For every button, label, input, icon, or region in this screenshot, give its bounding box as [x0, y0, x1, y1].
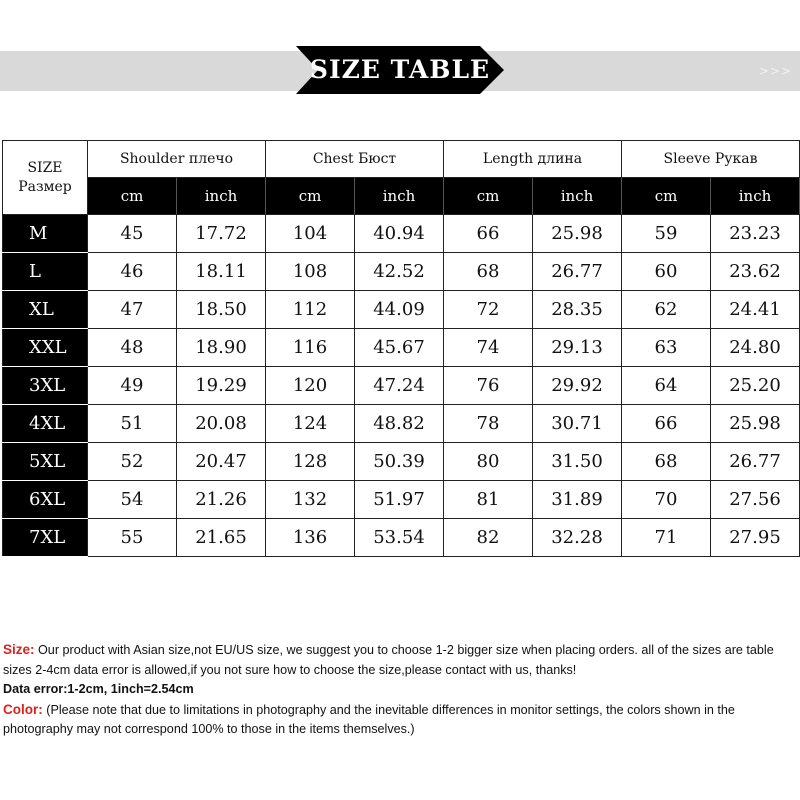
size-label-cell: 4XL: [3, 405, 88, 443]
measurement-cell: 18.11: [177, 253, 266, 291]
arrows-decoration: >>>: [758, 64, 792, 78]
measurement-cell: 48: [88, 329, 177, 367]
measurement-cell: 25.98: [533, 215, 622, 253]
measurement-cell: 49: [88, 367, 177, 405]
measurement-cell: 23.23: [711, 215, 800, 253]
size-table: [2, 140, 800, 557]
measurement-cell: 128: [266, 443, 355, 481]
measurement-cell: 71: [622, 519, 711, 557]
measurement-cell: 136: [266, 519, 355, 557]
measurement-cell: 51: [88, 405, 177, 443]
measurement-cell: 46: [88, 253, 177, 291]
unit-header: inch: [711, 178, 800, 215]
measurement-cell: 48.82: [355, 405, 444, 443]
measurement-cell: 40.94: [355, 215, 444, 253]
measurement-cell: 132: [266, 481, 355, 519]
measurement-cell: 47.24: [355, 367, 444, 405]
measurement-cell: 112: [266, 291, 355, 329]
measurement-cell: 25.20: [711, 367, 800, 405]
size-note-text: Our product with Asian size,not EU/US size, we suggest you to choose 1-2 bigger size when placing orders. all of the sizes are table sizes 2-4cm data error is allowed,if you not sure how to choose the size,please contact with us, thanks!: [3, 643, 774, 677]
size-label-cell: 6XL: [3, 481, 88, 519]
measurement-cell: 42.52: [355, 253, 444, 291]
unit-header: cm: [622, 178, 711, 215]
table-row: [3, 405, 800, 443]
size-label-cell: M: [3, 215, 88, 253]
size-table-body: [3, 215, 800, 557]
table-row: [3, 367, 800, 405]
measurement-cell: 31.89: [533, 481, 622, 519]
size-note: [3, 640, 799, 680]
color-note: [3, 700, 799, 740]
measurement-cell: 45.67: [355, 329, 444, 367]
measurement-cell: 20.08: [177, 405, 266, 443]
measurement-cell: 124: [266, 405, 355, 443]
color-note-text: (Please note that due to limitations in photography and the inevitable differences in monitor settings, the colors shown in the photography may not correspond 100% to those in the items themselves.): [3, 702, 735, 736]
table-row: [3, 253, 800, 291]
measurement-cell: 82: [444, 519, 533, 557]
measurement-cell: 32.28: [533, 519, 622, 557]
measurement-cell: 78: [444, 405, 533, 443]
measurement-cell: 80: [444, 443, 533, 481]
data-error-note: Data error:1-2cm, 1inch=2.54cm: [3, 682, 194, 696]
measurement-cell: 50.39: [355, 443, 444, 481]
group-header-chest: Chest Бюст: [266, 141, 444, 178]
table-row: [3, 443, 800, 481]
table-row: [3, 519, 800, 557]
measurement-cell: 62: [622, 291, 711, 329]
measurement-cell: 27.56: [711, 481, 800, 519]
measurement-cell: 47: [88, 291, 177, 329]
measurement-cell: 18.90: [177, 329, 266, 367]
measurement-cell: 45: [88, 215, 177, 253]
unit-header: inch: [533, 178, 622, 215]
measurement-cell: 23.62: [711, 253, 800, 291]
measurement-cell: 81: [444, 481, 533, 519]
measurement-cell: 116: [266, 329, 355, 367]
measurement-cell: 26.77: [533, 253, 622, 291]
measurement-cell: 74: [444, 329, 533, 367]
size-label-cell: XL: [3, 291, 88, 329]
measurement-cell: 55: [88, 519, 177, 557]
color-note-label: Color:: [3, 701, 43, 717]
size-label-cell: XXL: [3, 329, 88, 367]
size-header-en: SIZE: [27, 159, 63, 176]
measurement-cell: 60: [622, 253, 711, 291]
measurement-cell: 53.54: [355, 519, 444, 557]
notes-section: [3, 640, 799, 740]
unit-header: cm: [444, 178, 533, 215]
table-row: [3, 329, 800, 367]
measurement-cell: 44.09: [355, 291, 444, 329]
measurement-cell: 108: [266, 253, 355, 291]
measurement-cell: 24.41: [711, 291, 800, 329]
measurement-cell: 66: [444, 215, 533, 253]
measurement-cell: 29.92: [533, 367, 622, 405]
unit-header: cm: [266, 178, 355, 215]
measurement-cell: 17.72: [177, 215, 266, 253]
measurement-cell: 68: [444, 253, 533, 291]
measurement-cell: 63: [622, 329, 711, 367]
measurement-cell: 30.71: [533, 405, 622, 443]
unit-header: inch: [355, 178, 444, 215]
measurement-cell: 21.65: [177, 519, 266, 557]
unit-header: cm: [88, 178, 177, 215]
measurement-cell: 70: [622, 481, 711, 519]
measurement-cell: 27.95: [711, 519, 800, 557]
measurement-cell: 21.26: [177, 481, 266, 519]
table-row: [3, 481, 800, 519]
measurement-cell: 72: [444, 291, 533, 329]
measurement-cell: 51.97: [355, 481, 444, 519]
size-column-header: [3, 141, 88, 215]
measurement-cell: 120: [266, 367, 355, 405]
title-badge: [296, 46, 504, 94]
table-row: [3, 215, 800, 253]
measurement-cell: 26.77: [711, 443, 800, 481]
table-row: [3, 291, 800, 329]
size-label-cell: L: [3, 253, 88, 291]
measurement-cell: 24.80: [711, 329, 800, 367]
measurement-cell: 20.47: [177, 443, 266, 481]
unit-header: inch: [177, 178, 266, 215]
measurement-cell: 18.50: [177, 291, 266, 329]
measurement-cell: 19.29: [177, 367, 266, 405]
measurement-cell: 59: [622, 215, 711, 253]
group-header-sleeve: Sleeve Рукав: [622, 141, 800, 178]
measurement-cell: 28.35: [533, 291, 622, 329]
size-note-label: Size:: [3, 642, 35, 657]
group-header-shoulder: Shoulder плечо: [88, 141, 266, 178]
measurement-cell: 29.13: [533, 329, 622, 367]
measurement-cell: 31.50: [533, 443, 622, 481]
size-label-cell: 7XL: [3, 519, 88, 557]
group-header-length: Length длина: [444, 141, 622, 178]
size-label-cell: 5XL: [3, 443, 88, 481]
measurement-cell: 104: [266, 215, 355, 253]
size-label-cell: 3XL: [3, 367, 88, 405]
measurement-cell: 66: [622, 405, 711, 443]
measurement-cell: 64: [622, 367, 711, 405]
measurement-cell: 52: [88, 443, 177, 481]
measurement-cell: 54: [88, 481, 177, 519]
measurement-cell: 68: [622, 443, 711, 481]
measurement-cell: 76: [444, 367, 533, 405]
size-header-ru: Размер: [18, 178, 72, 195]
page-title: SIZE TABLE: [309, 55, 491, 84]
measurement-cell: 25.98: [711, 405, 800, 443]
